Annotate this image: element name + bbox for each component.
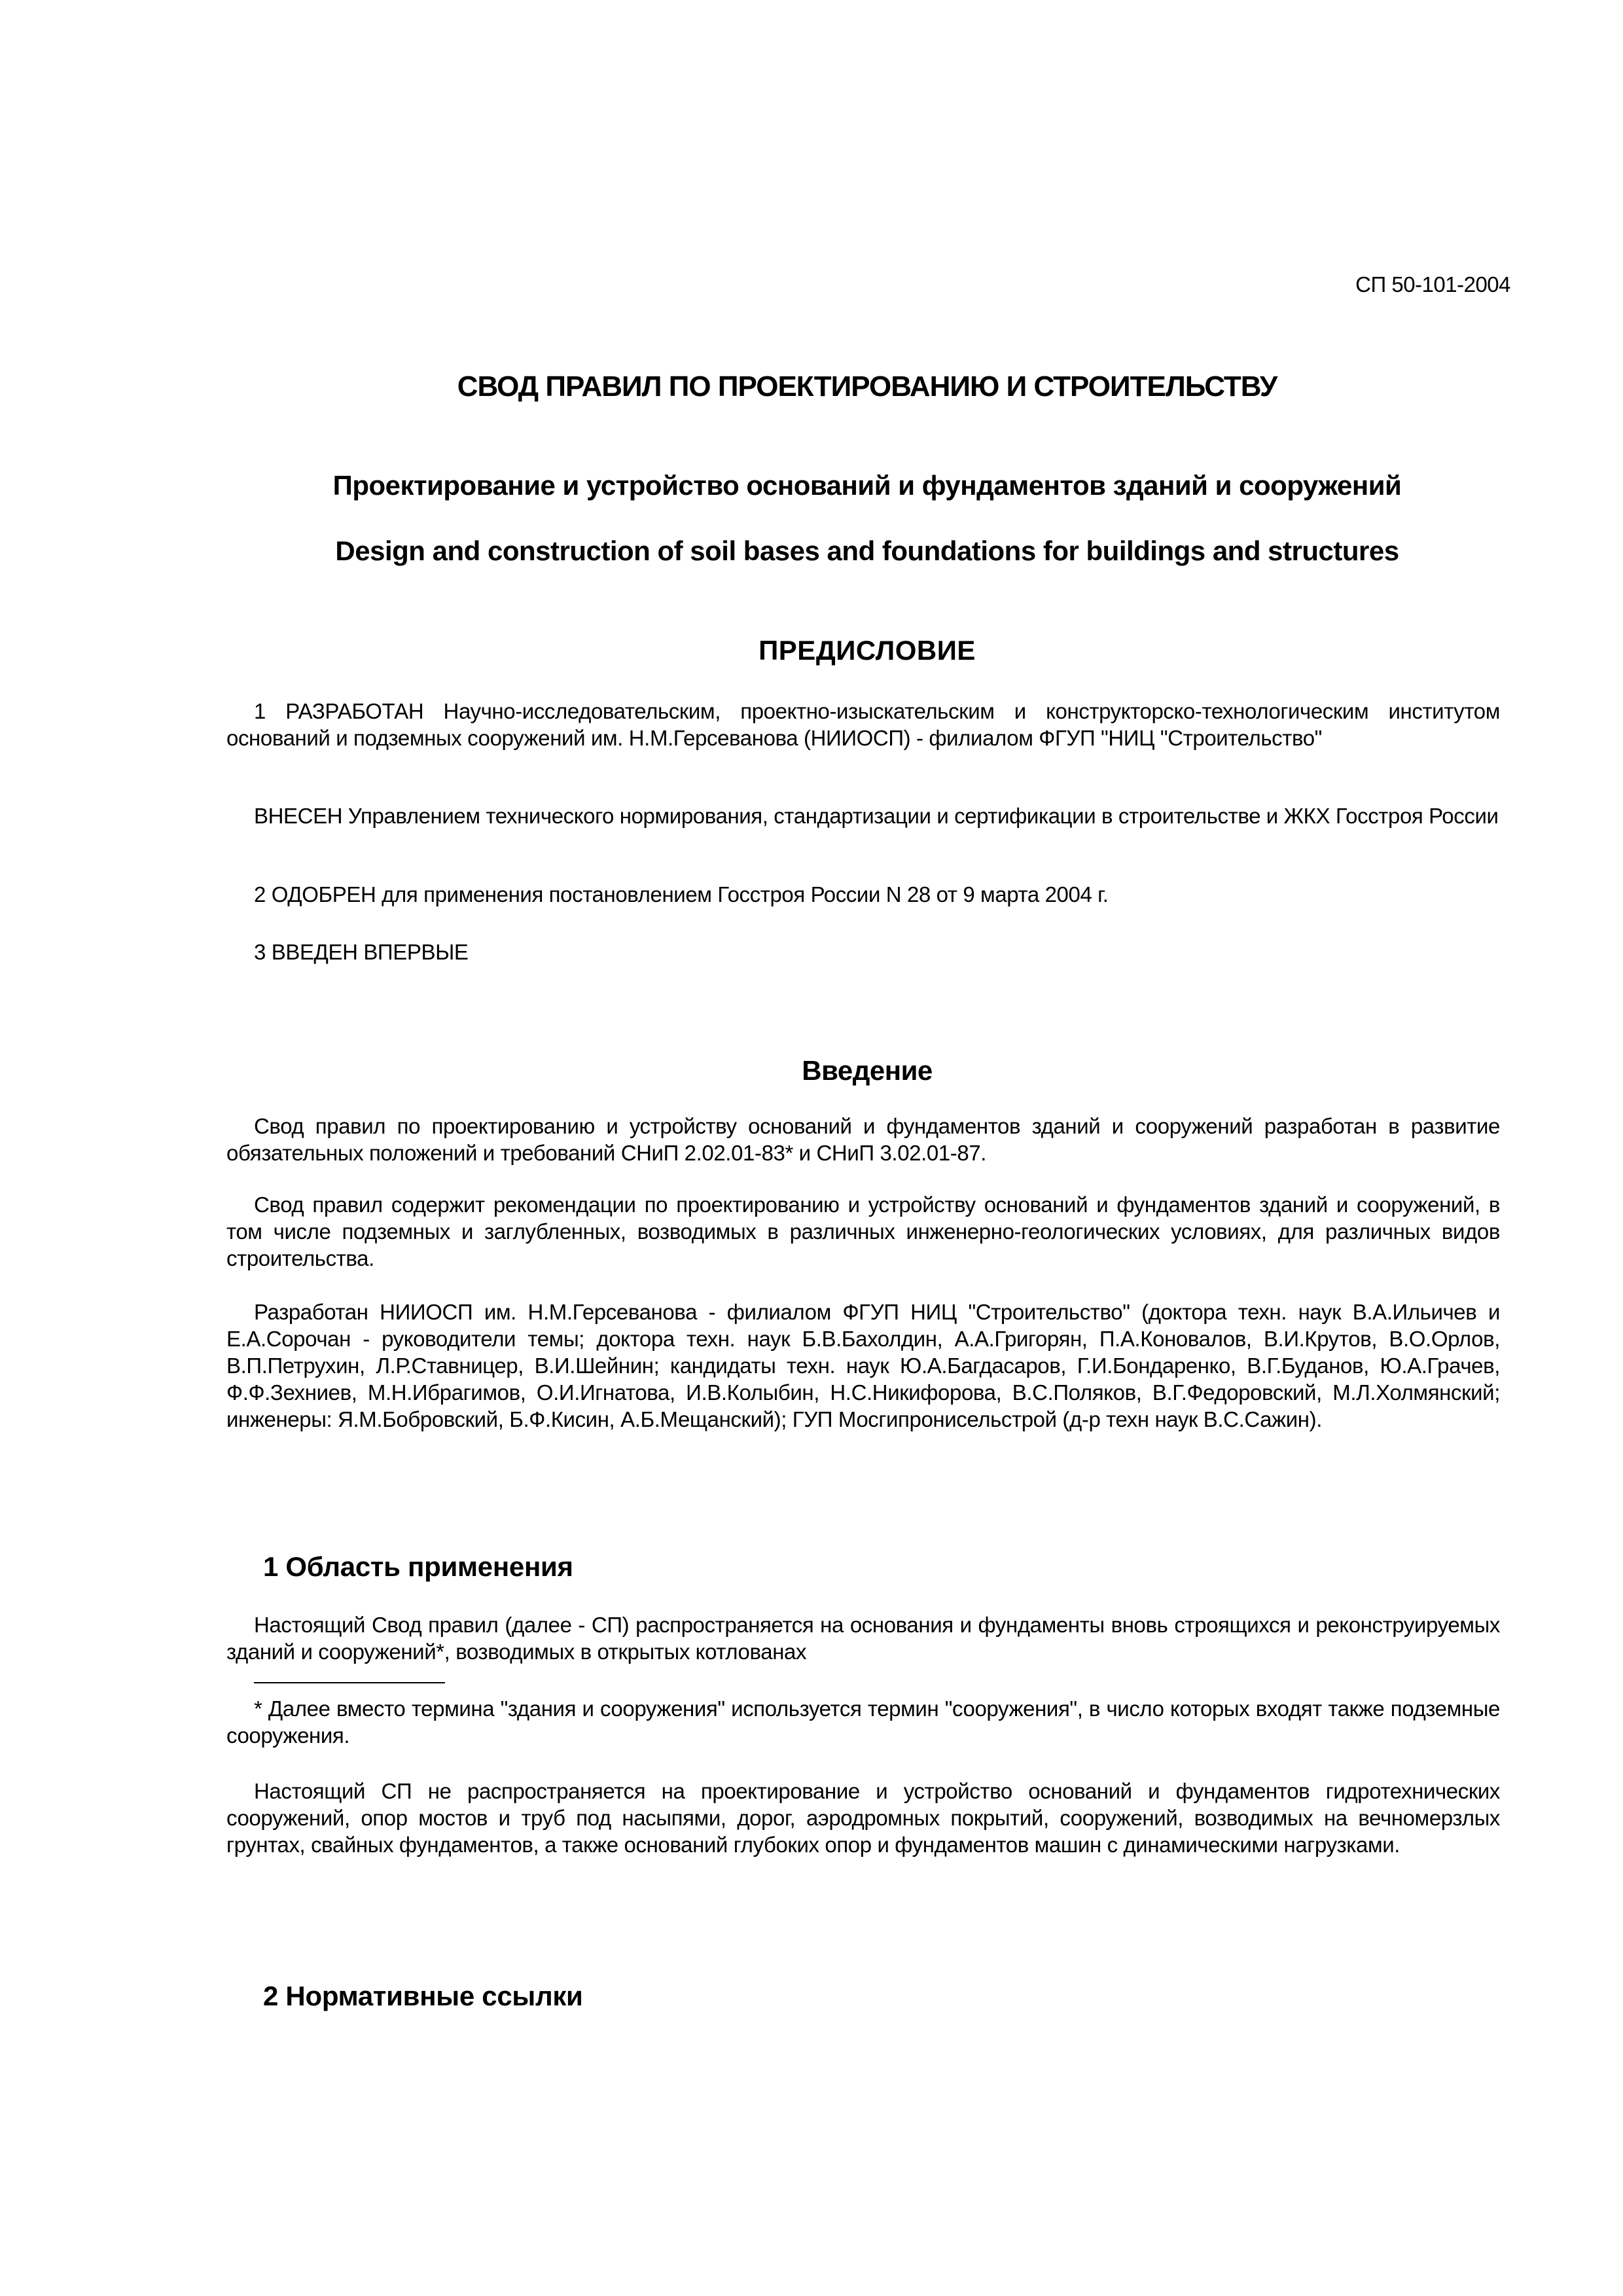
main-title: СВОД ПРАВИЛ ПО ПРОЕКТИРОВАНИЮ И СТРОИТЕЛЬСТВУ (457, 370, 1277, 403)
introduction-paragraph-2: Свод правил содержит рекомендации по проектированию и устройству оснований и фундаментов зданий и сооружений, в том числе подземных и заглубленных, возводимых в различных инженерно-геологических условиях, для различных видов строительства. (226, 1193, 1500, 1270)
introduction-paragraph-authors: Разработан НИИОСП им. Н.М.Герсеванова - филиалом ФГУП НИЦ "Строительство" (доктора техн. наук В.А.Ильичев и Е.А.Сорочан - руководители темы; доктора техн. наук Б.В.Бахолдин, А.А.Григорян, П.А.Коновалов, В.И.Крутов, В.О.Орлов, В.П.Петрухин, Л.Р.Ставницер, В.И.Шейнин; кандидаты техн. наук Ю.А.Багдасаров, Г.И.Бондаренко, В.Г.Буданов, Ю.А.Грачев, Ф.Ф.Зехниев, М.Н.Ибрагимов, О.И.Игнатова, И.В.Колыбин, Н.С.Никифорова, В.С.Поляков, В.Г.Федоровский, М.Л.Холмянский; инженеры: Я.М.Бобровский, Б.Ф.Кисин, А.Б.Мещанский); ГУП Мосгипронисельстрой (д-р техн наук В.С.Сажин). (226, 1300, 1500, 1431)
preface-paragraph-developed: 1 РАЗРАБОТАН Научно-исследовательским, проектно-изыскательским и конструкторско-технологическим институтом оснований и подземных сооружений им. Н.М.Герсеванова (НИИОСП) - филиалом ФГУП "НИЦ "Строительство" (226, 699, 1500, 750)
section-2-heading: 2 Нормативные ссылки (263, 1981, 583, 2011)
preface-paragraph-approved: 2 ОДОБРЕН для применения постановлением Госстроя России N 28 от 9 марта 2004 г. (254, 882, 1109, 906)
subtitle-russian: Проектирование и устройство оснований и фундаментов зданий и сооружений (332, 470, 1402, 501)
document-code: СП 50-101-2004 (1355, 272, 1510, 296)
introduction-paragraph-1: Свод правил по проектированию и устройству оснований и фундаментов зданий и сооружений разработан в развитие обязательных положений и требований СНиП 2.02.01-83* и СНиП 3.02.01-87. (226, 1114, 1500, 1165)
subtitle-english: Design and construction of soil bases and foundations for buildings and structures (335, 535, 1399, 566)
footnote: * Далее вместо термина "здания и сооружения" используется термин "сооружения", в число которых входят также подземные сооружения. (226, 1696, 1500, 1748)
preface-paragraph-first-introduced: 3 ВВЕДЕН ВПЕРВЫЕ (254, 940, 469, 964)
section-1-heading: 1 Область применения (263, 1551, 573, 1582)
footnote-separator (254, 1682, 445, 1683)
section-1-paragraph-2: Настоящий СП не распространяется на проектирование и устройство оснований и фундаментов гидротехнических сооружений, опор мостов и труб под насыпями, дорог, аэродромных покрытий, сооружений, возводимых на вечномерзлых грунтах, свайных фундаментов, а также оснований глубоких опор и фундаментов машин с динамическими нагрузками. (226, 1779, 1500, 1857)
preface-paragraph-introduced-by: ВНЕСЕН Управлением технического нормирования, стандартизации и сертификации в строительстве и ЖКХ Госстроя России (254, 804, 1499, 828)
section-1-paragraph-1: Настоящий Свод правил (далее - СП) распространяется на основания и фундаменты вновь строящихся и реконструируемых зданий и сооружений*, возводимых в открытых котлованах (226, 1613, 1500, 1664)
preface-heading: ПРЕДИСЛОВИЕ (758, 635, 976, 666)
introduction-heading: Введение (802, 1055, 933, 1086)
